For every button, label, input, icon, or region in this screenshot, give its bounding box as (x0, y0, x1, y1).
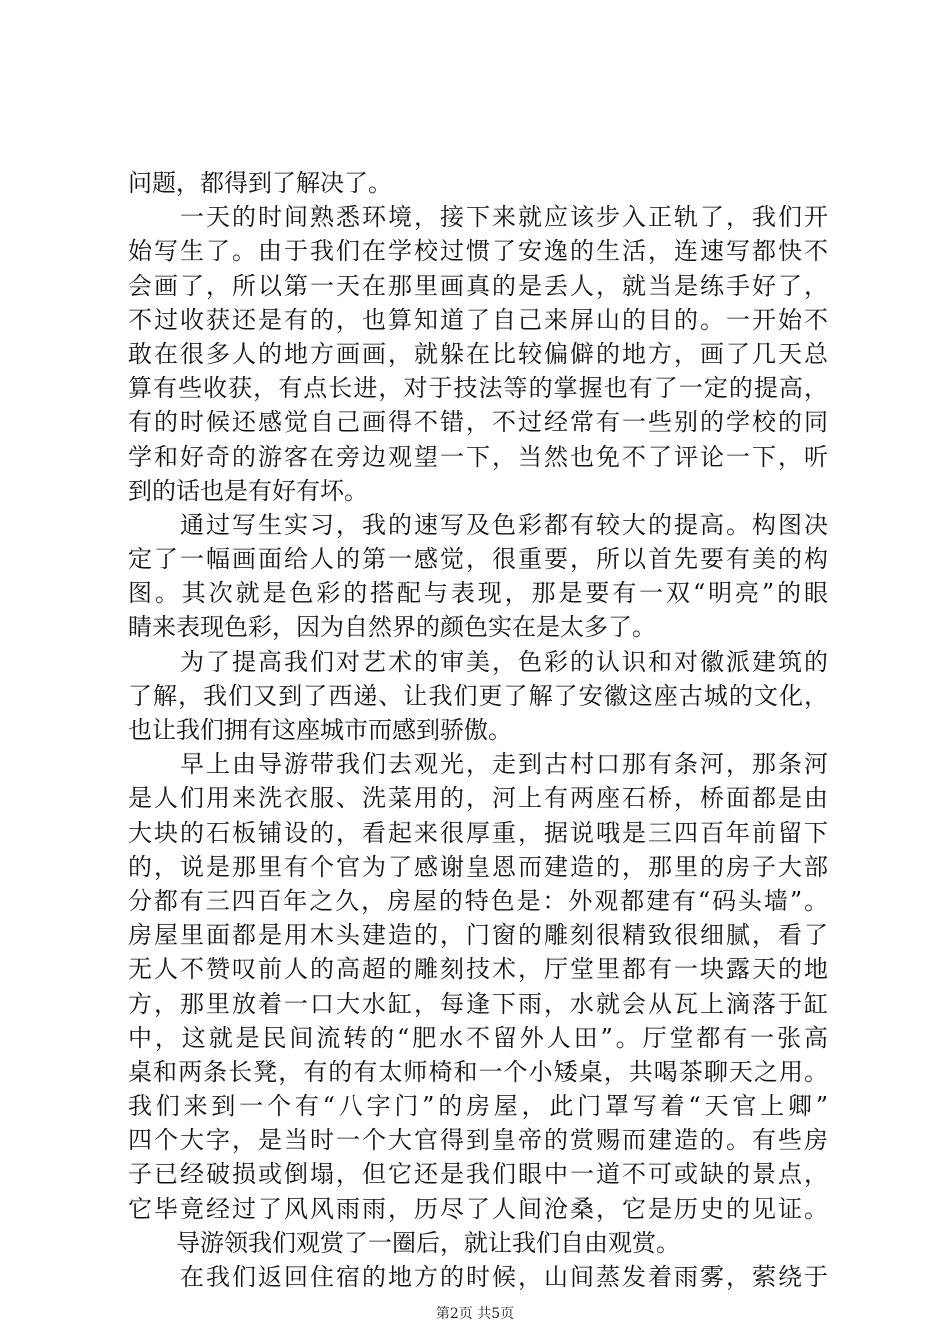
text-line: 四个大字，是当时一个大官得到皇帝的赏赐而建造的。有些房 (128, 1126, 828, 1155)
text-line: 不过收获还是有的，也算知道了自己来屏山的目的。一开始不 (128, 305, 828, 334)
text-line: 也让我们拥有这座城市而感到骄傲。 (128, 716, 512, 744)
text-line: 是人们用来洗衣服、洗菜用的，河上有两座石桥，桥面都是由 (128, 784, 828, 813)
text-line: 图。其次就是色彩的搭配与表现，那是要有一双“明亮”的眼 (128, 579, 828, 608)
text-line: 房屋里面都是用木头建造的，门窗的雕刻很精致很细腻，看了 (128, 921, 828, 950)
text-line: 导游领我们观赏了一圈后，就让我们自由观赏。 (128, 1228, 680, 1257)
text-line: 有的时候还感觉自己画得不错，不过经常有一些别的学校的同 (128, 408, 828, 437)
text-line: 中，这就是民间流转的“肥水不留外人田”。厅堂都有一张高 (128, 1023, 828, 1052)
text-line: 会画了，所以第一天在那里画真的是丢人，就当是练手好了， (128, 271, 828, 300)
text-line: 分都有三四百年之久，房屋的特色是：外观都建有“码头墙”。 (128, 886, 828, 915)
text-line: 了解，我们又到了西递、让我们更了解了安徽这座古城的文化， (128, 681, 828, 710)
text-line: 方，那里放着一口大水缸，每逢下雨，水就会从瓦上滴落于缸 (128, 989, 828, 1018)
page-footer: 第2页 共5页 (435, 1306, 515, 1322)
text-line: 睛来表现色彩，因为自然界的颜色实在是太多了。 (128, 613, 656, 642)
text-line: 早上由导游带我们去观光，走到古村口那有条河，那条河 (128, 750, 828, 779)
text-line: 子已经破损或倒塌，但它还是我们眼中一道不可或缺的景点， (128, 1160, 828, 1189)
text-line: 一天的时间熟悉环境，接下来就应该步入正轨了，我们开 (128, 203, 828, 232)
document-body (128, 166, 828, 1294)
text-line: 敢在很多人的地方画画，就躲在比较偏僻的地方，画了几天总 (128, 339, 828, 368)
text-line: 定了一幅画面给人的第一感觉，很重要，所以首先要有美的构 (128, 545, 828, 574)
text-line: 它毕竟经过了风风雨雨，历尽了人间沧桑，它是历史的见证。 (128, 1194, 828, 1223)
text-line: 的，说是那里有个官为了感谢皇恩而建造的，那里的房子大部 (128, 852, 828, 881)
text-line: 大块的石板铺设的，看起来很厚重，据说哦是三四百年前留下 (128, 818, 828, 847)
text-line: 学和好奇的游客在旁边观望一下，当然也免不了评论一下，听 (128, 442, 828, 471)
text-line: 到的话也是有好有坏。 (128, 476, 368, 505)
text-line: 桌和两条长凳，有的有太师椅和一个小矮桌，共喝茶聊天之用。 (128, 1057, 828, 1086)
text-line: 无人不赞叹前人的高超的雕刻技术，厅堂里都有一块露天的地 (128, 955, 828, 984)
text-line: 问题，都得到了解决了。 (128, 169, 392, 197)
text-line: 为了提高我们对艺术的审美，色彩的认识和对徽派建筑的 (128, 647, 828, 676)
text-line: 通过写生实习，我的速写及色彩都有较大的提高。构图决 (128, 510, 828, 539)
text-line: 始写生了。由于我们在学校过惯了安逸的生活，连速写都快不 (128, 237, 828, 266)
text-line: 在我们返回住宿的地方的时候，山间蒸发着雨雾，萦绕于 (128, 1263, 828, 1291)
text-line: 算有些收获，有点长进，对于技法等的掌握也有了一定的提高， (128, 374, 828, 403)
text-line: 我们来到一个有“八字门”的房屋，此门罩写着“天官上卿” (128, 1092, 828, 1121)
